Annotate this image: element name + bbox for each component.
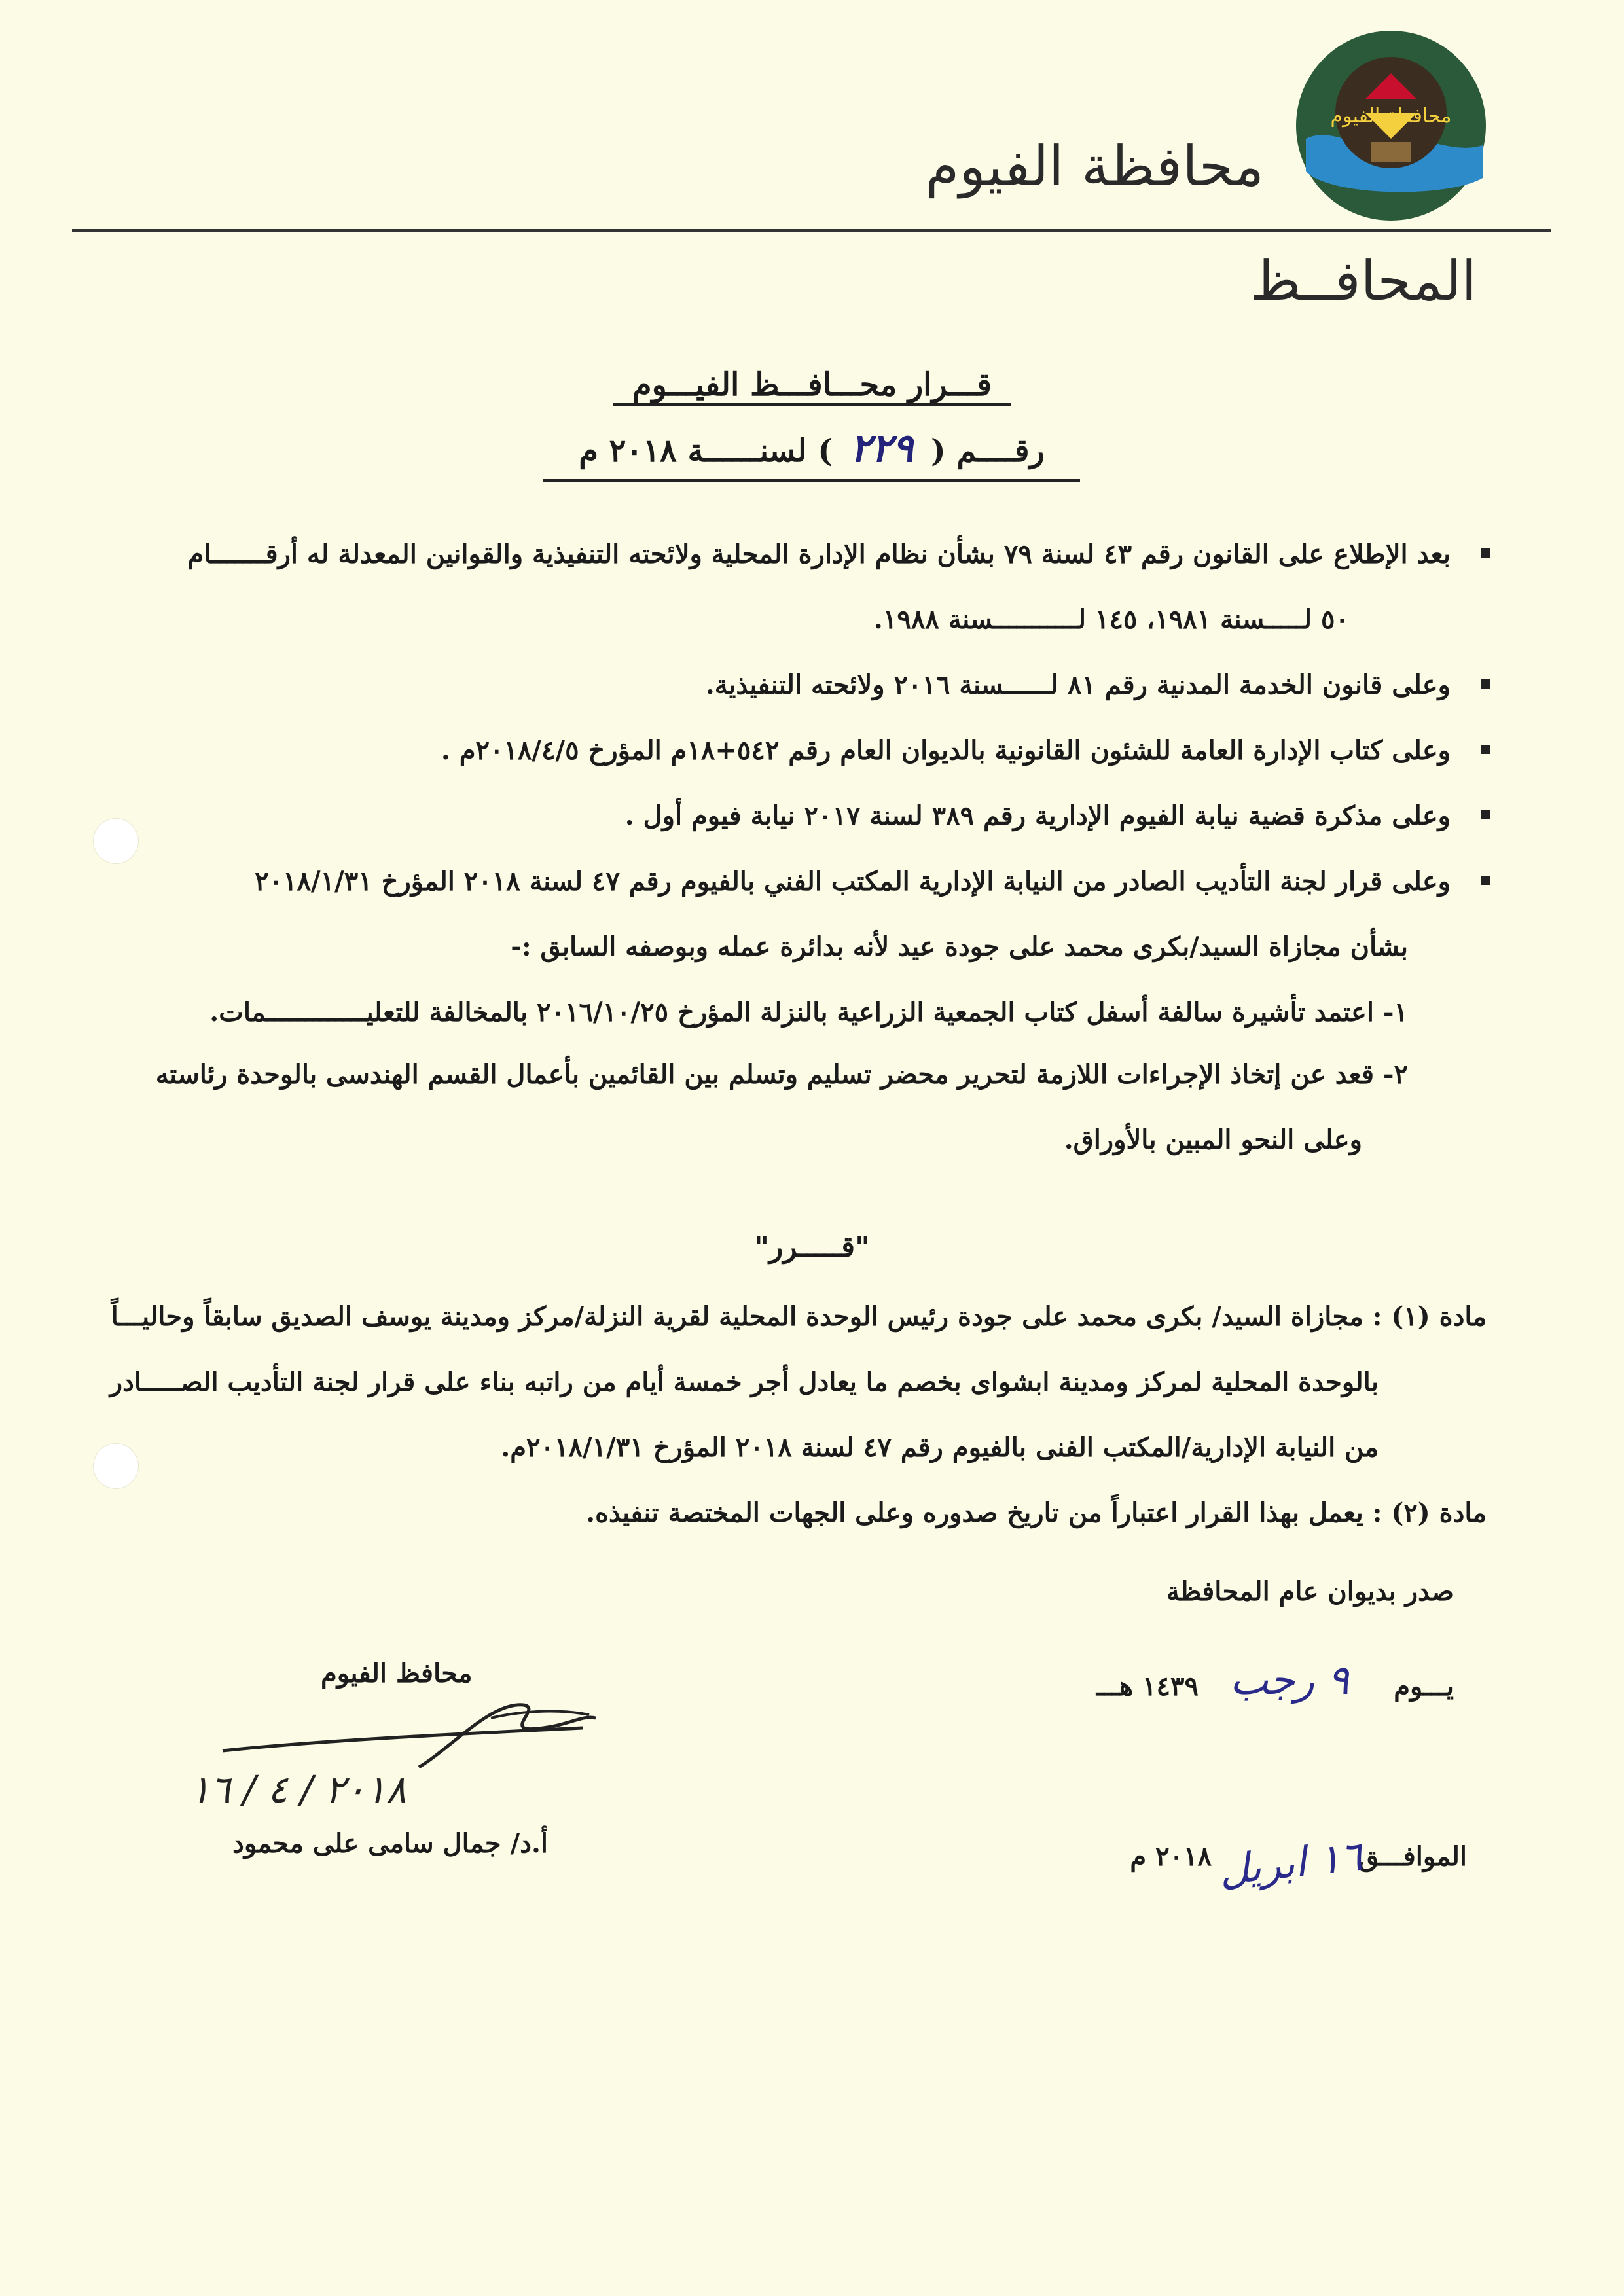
article-1-line: بالوحدة المحلية لمركز ومدينة ابشواى بخصم ما يعادل أجر خمسة أيام من راتبه بناء على قرار لجنة التأديب الصـــــادر [109,1367,1379,1397]
corresponding-label: الموافـــق [1358,1841,1467,1872]
preamble-continuation: ٥٠ لـــــسنة ١٩٨١، ١٤٥ لـــــــــــسنة ١٩٨٨. [873,604,1349,635]
gregorian-date-handwritten: ١٦ ابريل [1216,1831,1365,1895]
preamble-text: وعلى كتاب الإدارة العامة للشئون القانونية بالديوان العام رقم ٥٤٢+١٨م المؤرخ ٢٠١٨/٤/٥م . [441,735,1451,766]
article-2-line: مادة (٢) : يعمل بهذا القرار اعتباراً من تاريخ صدوره وعلى الجهات المختصة تنفيذه. [586,1498,1487,1528]
hijri-date-handwritten: ٩ رجب [1229,1656,1349,1704]
gregorian-year: ٢٠١٨ م [1130,1841,1212,1872]
bullet-icon [1481,679,1490,689]
article-1-line: من النيابة الإدارية/المكتب الفنى بالفيوم رقم ٤٧ لسنة ٢٠١٨ المؤرخ ٢٠١٨/١/٣١م. [501,1432,1379,1463]
governor-signature [216,1689,609,1774]
article-1-line: مادة (١) : مجازاة السيد/ بكرى محمد على جودة رئيس الوحدة المحلية لقرية النزلة/مركز ومدينة يوسف الصديق سابقاً وحاليـــاً [111,1301,1487,1332]
preamble-continuation: وعلى النحو المبين بالأوراق. [1064,1124,1362,1155]
preamble-item [706,668,1451,703]
bullet-icon [1481,745,1490,754]
preamble-text: بعد الإطلاع على القانون رقم ٤٣ لسنة ٧٩ بشأن نظام الإدارة المحلية ولائحته التنفيذية والقوانين المعدلة له أرقـــــــام [187,539,1451,569]
governorate-seal-logo [1293,27,1489,224]
punch-hole [93,1443,139,1489]
preamble-subitem: ٢- قعد عن إتخاذ الإجراءات اللازمة لتحرير محضر تسليم وتسلم بين القائمين بأعمال القسم الهندسى بالوحدة رئاسته [155,1059,1408,1090]
seal-text: محافظة الفيوم [1330,105,1452,128]
preamble-item [187,537,1451,572]
preamble-text: وعلى مذكرة قضية نيابة الفيوم الإدارية رقم ٣٨٩ لسنة ٢٠١٧ نيابة فيوم أول . [624,800,1451,831]
header-divider [72,229,1551,232]
preamble-text: وعلى قرار لجنة التأديب الصادر من النيابة الإدارية المكتب الفني بالفيوم رقم ٤٧ لسنة ٢٠١٨ المؤرخ ٢٠١٨/١/٣١ [255,866,1451,897]
decision-number-handwritten: ٢٢٩ [850,425,914,471]
decision-number-prefix: رقــــم ( [931,433,1045,469]
bullet-icon [1481,810,1490,819]
preamble-item [255,864,1451,899]
bullet-icon [1481,876,1490,885]
hijri-year: ١٤٣٩ هـــ [1096,1671,1199,1702]
organization-name: محافظة الفيوم [925,134,1264,198]
decision-title [0,367,1624,403]
preamble-item [625,798,1451,834]
decision-title-text: قـــرار محـــافـــظ الفيـــوم [613,367,1011,406]
punch-hole [93,818,139,864]
office-title: المحافــظ [1250,249,1477,313]
decision-number-line [543,425,1080,482]
preamble-text: وعلى قانون الخدمة المدنية رقم ٨١ لــــــسنة ٢٠١٦ ولائحته التنفيذية. [705,670,1451,700]
preamble-subitem: ١- اعتمد تأشيرة سالفة أسفل كتاب الجمعية الزراعية بالنزلة المؤرخ ٢٠١٦/١٠/٢٥ بالمخالفة للتعليـــــــــــــمات. [209,997,1408,1028]
signatory-name: أ.د/ جمال سامى على محمود [232,1828,549,1859]
day-label: يـــوم [1394,1671,1454,1702]
preamble-continuation: بشأن مجازاة السيد/بكرى محمد على جودة عيد لأنه بدائرة عمله وبوصفه السابق :- [511,931,1408,962]
bullet-icon [1481,548,1490,558]
preamble-item [441,733,1451,768]
issued-at: صدر بديوان عام المحافظة [1166,1576,1454,1607]
signature-date-handwritten: ٢٠١٨ / ٤ / ١٦ [190,1767,406,1812]
decision-heading: "قـــــرر" [754,1230,870,1264]
signatory-title: محافظ الفيوم [321,1658,473,1689]
decision-number-suffix: ) لسنــــــة ٢٠١٨ م [579,433,833,469]
